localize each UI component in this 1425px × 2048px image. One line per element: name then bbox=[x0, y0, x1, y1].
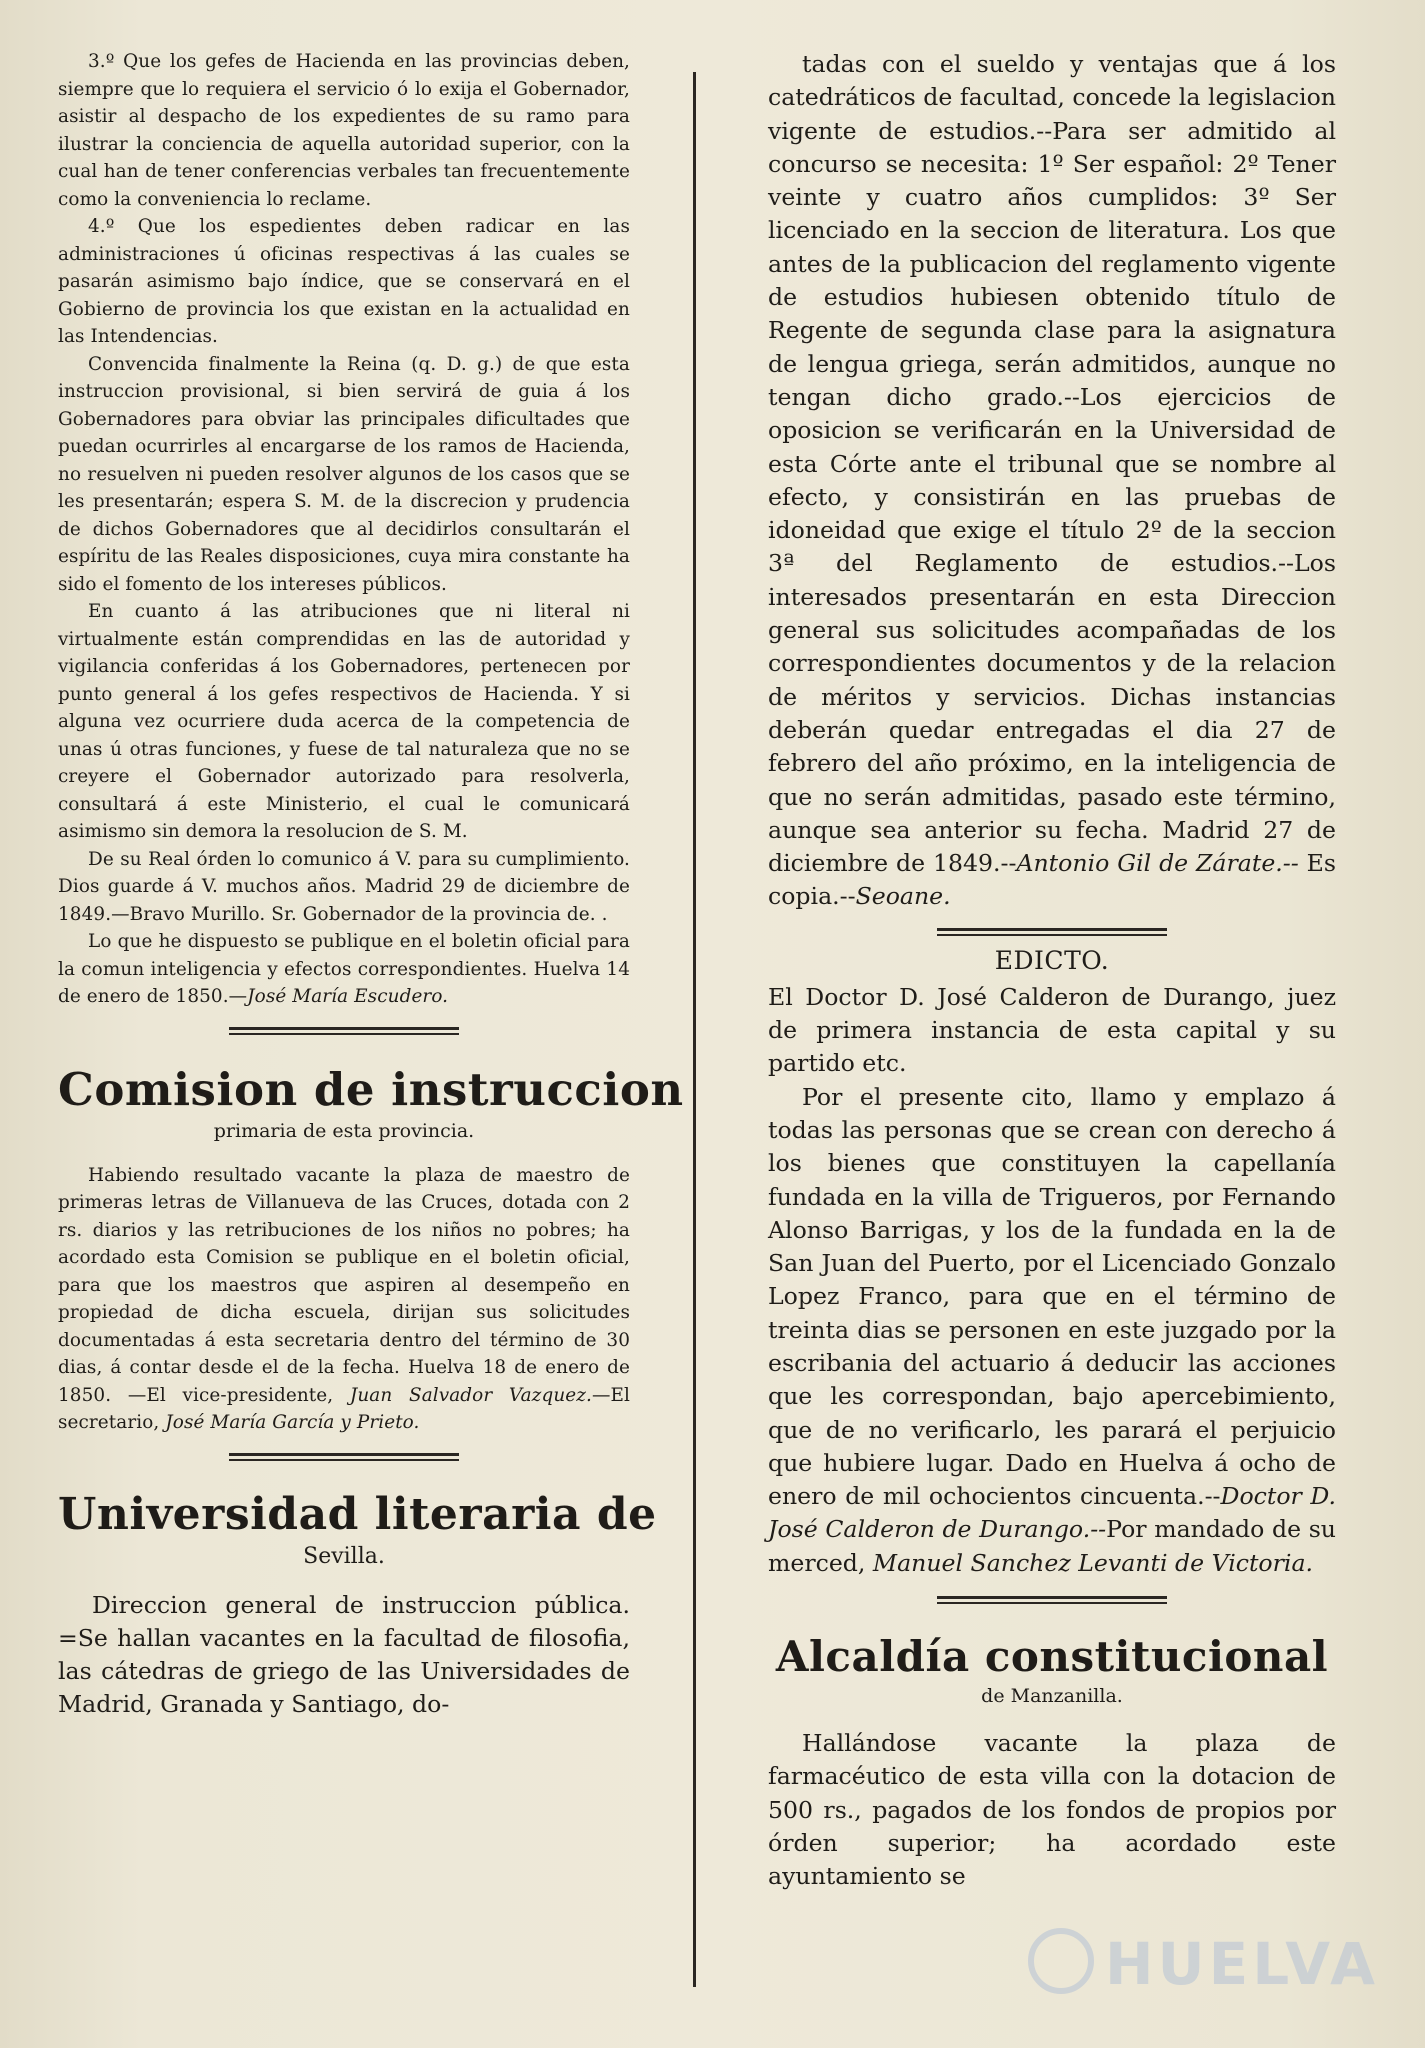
signature-calderon: Doctor D. José Calderon de Durango.-- bbox=[768, 1482, 1336, 1544]
paragraph-reina: Convencida finalmente la Reina (q. D. g.) de que esta instruccion provisional, si bien servirá de guia á los Gobernadores para obviar las principales dificultades que puedan ocurrirles al encargarse de los ramos de Hacienda, no resuelven ni pueden resolver algunos de los casos que se les presentarán; espera S. M. de la discrecion y prudencia de dichos Gobernadores que al decidirlos consultarán el espíritu de las Reales disposiciones, cuya mira constante ha sido el fomento de los intereses públicos. bbox=[58, 353, 630, 595]
section-rule bbox=[229, 1453, 459, 1461]
comision-title: Comision de instruccion bbox=[58, 1062, 684, 1116]
paragraph-real-orden: De su Real órden lo comunico á V. para su cumplimiento. Dios guarde á V. muchos años. Madrid 29 de diciembre de 1849.—Bravo Murillo. Sr. Gobernador de la provincia de. . bbox=[58, 848, 630, 925]
signature-seoane: Seoane. bbox=[855, 882, 951, 911]
signature-gil-zarate: Antonio Gil de Zárate.-- bbox=[1016, 849, 1299, 878]
alcaldia-subtitle: de Manzanilla. bbox=[981, 1685, 1123, 1708]
hacienda-instructions bbox=[58, 48, 630, 1011]
column-divider bbox=[693, 72, 696, 1987]
paragraph-publicacion: Lo que he dispuesto se publique en el boletin oficial para la comun inteligencia y efectos correspondientes. Huelva 14 de enero de 1850.—José María Escudero. bbox=[58, 931, 630, 1007]
article-4: 4.º Que los espedientes deben radicar en las administraciones ú oficinas respectivas á las cuales se pasarán asimismo bajo índice, que se conservará en el Gobierno de provincia los que existan en la actualidad en las Intendencias. bbox=[58, 216, 630, 347]
universidad-title: Universidad literaria de bbox=[58, 1488, 657, 1540]
edicto-title: EDICTO. bbox=[994, 945, 1110, 975]
watermark-text: HUELVA bbox=[1105, 1930, 1380, 1998]
alcaldia-title: Alcaldía constitucional bbox=[775, 1632, 1329, 1682]
universidad-subtitle: Sevilla. bbox=[303, 1543, 385, 1569]
left-column bbox=[58, 48, 684, 1722]
universidad-notice-cont: tadas con el sueldo y ventajas que á los catedráticos de facultad, concede la legislacion vigente de estudios.--Para ser admitido al concurso se necesita: 1º Ser español: 2º Tener veinte y cuatro años cumplidos: 3º Ser licenciado en la seccion de literatura. Los que antes de la publicacion del reglamento vigente de estudios hubiesen obtenido título de Regente de segunda clase para la asignatura de lengua griega, serán admitidos, aunque no tengan dicho grado.--Los ejercicios de oposicion se verificarán en la Universidad de esta Córte ante el tribunal que se nombre al efecto, y consistirán en las pruebas de idoneidad que exige el título 2º de la seccion 3ª del Reglamento de estudios.--Los interesados presentarán en esta Direccion general sus solicitudes acompañadas de los correspondientes documentos y de la relacion de méritos y servicios. Dichas instancias deberán quedar entregadas el dia 27 de febrero del año próximo, en la inteligencia de que no serán admitidas, pasado este término, aunque sea anterior su fecha. Madrid 27 de diciembre de 1849.--Antonio Gil de Zárate.-- Es copia.--Seoane. bbox=[768, 50, 1336, 911]
alcaldia-notice: Hallándose vacante la plaza de farmacéutico de esta villa con la dotacion de 500 rs., pagados de los fondos de propios por órden superior; ha acordado este ayuntamiento se bbox=[768, 1729, 1336, 1891]
watermark-seal-icon bbox=[1028, 1928, 1094, 1994]
signature-garcia: José María García y Prieto. bbox=[165, 1412, 420, 1433]
section-rule bbox=[937, 1596, 1167, 1604]
section-rule bbox=[229, 1027, 459, 1035]
signature-vazquez: Juan Salvador Vazquez. bbox=[349, 1384, 592, 1406]
comision-notice: Habiendo resultado vacante la plaza de maestro de primeras letras de Villanueva de las Cruces, dotada con 2 rs. diarios y las retribuciones de los niños no pobres; ha acordado esta Comision se publique en el boletin oficial, para que los maestros que aspiren al desempeño en propiedad de dicha escuela, dirijan sus solicitudes documentadas á esta secretaria dentro del término de 30 dias, á contar desde el de la fecha. Huelva 18 de enero de 1850. —El vice-presidente, Juan Salvador Vazquez.—El secretario, José María García y Prieto. bbox=[58, 1164, 630, 1433]
paragraph-atribuciones: En cuanto á las atribuciones que ni literal ni virtualmente están comprendidas en las de autoridad y vigilancia conferidas á los Gobernadores, pertenecen por punto general á los gefes respectivos de Hacienda. Y si alguna vez ocurriere duda acerca de la competencia de unas ú otras funciones, y fuese de tal naturaleza que no se creyere el Gobernador autorizado para resolverla, consultará á este Ministerio, el cual le comunicará asimismo sin demora la resolucion de S. M. bbox=[58, 601, 630, 842]
edicto-notice: El Doctor D. José Calderon de Durango, juez de primera instancia de esta capital y su partido etc. Por el presente cito, llamo y emplazo á todas las personas que se crean con derecho á los bienes que constituyen la capellanía fundada en la villa de Trigueros, por Fernando Alonso Barrigas, y los de la fundada en la de San Juan del Puerto, por el Licenciado Gonzalo Lopez Franco, para que en el término de treinta dias se personen en este juzgado por la escribania del actuario á deducir las acciones que les correspondan, bajo apercebimiento, que de no verificarlo, les parará el perjuicio que hubiere lugar. Dado en Huelva á ocho de enero de mil ochocientos cincuenta.--Doctor D. José Calderon de Durango.--Por mandado de su merced, Manuel Sanchez Levanti de Victoria. bbox=[768, 982, 1336, 1577]
article-3: 3.º Que los gefes de Hacienda en las provincias deben, siempre que lo requiera el servicio ó lo exija el Gobernador, asistir al despacho de los expedientes de su ramo para ilustrar la conciencia de aquella autoridad superior, con la cual han de tener conferencias verbales tan frecuentemente como la conveniencia lo reclame. bbox=[58, 51, 630, 210]
right-column bbox=[768, 48, 1336, 1894]
signature-escudero: José María Escudero. bbox=[247, 986, 449, 1007]
signature-sanchez: Manuel Sanchez Levanti de Victoria. bbox=[872, 1548, 1314, 1577]
comision-subtitle: primaria de esta provincia. bbox=[213, 1119, 475, 1142]
universidad-notice-start: Direccion general de instruccion pública. =Se hallan vacantes en la facultad de filosofia, las cátedras de griego de las Universidades de Madrid, Granada y Santiago, do- bbox=[58, 1590, 630, 1719]
section-rule bbox=[937, 928, 1167, 936]
